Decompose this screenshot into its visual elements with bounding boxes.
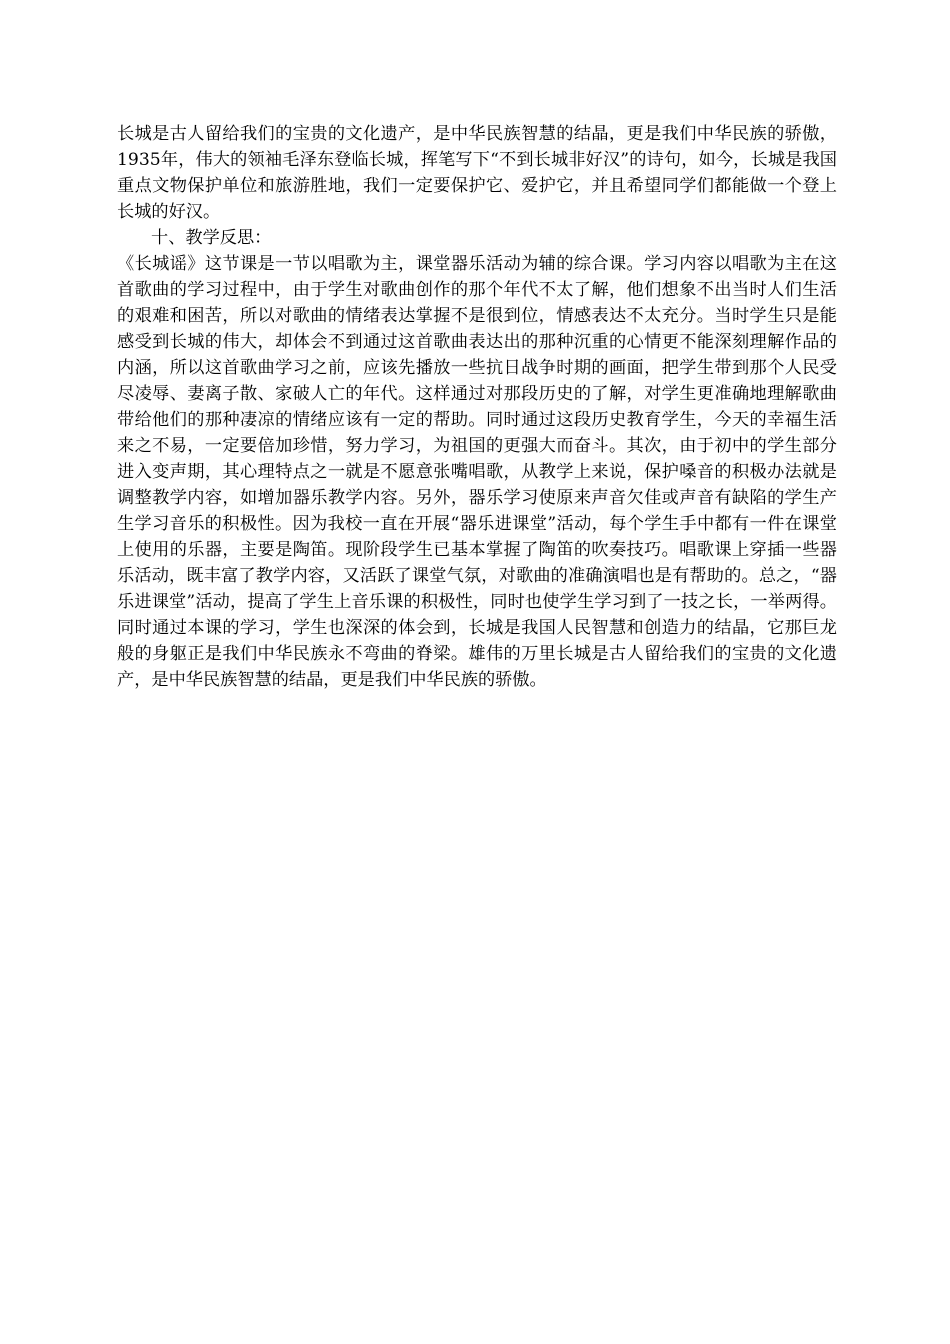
paragraph-great-wall-intro: 长城是古人留给我们的宝贵的文化遗产，是中华民族智慧的结晶，更是我们中华民族的骄傲，1935年，伟大的领袖毛泽东登临长城，挥笔写下“不到长城非好汉”的诗句，如今，长城是我国重点文物保护单位和旅游胜地，我们一定要保护它、爱护它，并且希望同学们都能做一个登上长城的好汉。 xyxy=(117,124,837,222)
section-heading-teaching-reflection: 十、教学反思： xyxy=(151,228,272,248)
document-body xyxy=(117,121,837,693)
paragraph-teaching-reflection: 《长城谣》这节课是一节以唱歌为主，课堂器乐活动为辅的综合课。学习内容以唱歌为主在这首歌曲的学习过程中，由于学生对歌曲创作的那个年代不太了解，他们想象不出当时人们生活的艰难和困苦，所以对歌曲的情绪表达掌握不是很到位，情感表达不太充分。当时学生只是能感受到长城的伟大，却体会不到通过这首歌曲表达出的那种沉重的心情更不能深刻理解作品的内涵，所以这首歌曲学习之前，应该先播放一些抗日战争时期的画面，把学生带到那个人民受尽凌辱、妻离子散、家破人亡的年代。这样通过对那段历史的了解，对学生更准确地理解歌曲带给他们的那种凄凉的情绪应该有一定的帮助。同时通过这段历史教育学生，今天的幸福生活来之不易，一定要倍加珍惜，努力学习，为祖国的更强大而奋斗。其次，由于初中的学生部分进入变声期，其心理特点之一就是不愿意张嘴唱歌，从教学上来说，保护嗓音的积极办法就是调整教学内容，如增加器乐教学内容。另外，器乐学习使原来声音欠佳或声音有缺陷的学生产生学习音乐的积极性。因为我校一直在开展“器乐进课堂”活动，每个学生手中都有一件在课堂上使用的乐器，主要是陶笛。现阶段学生已基本掌握了陶笛的吹奏技巧。唱歌课上穿插一些器乐活动，既丰富了教学内容，又活跃了课堂气氛，对歌曲的准确演唱也是有帮助的。总之，“器乐进课堂”活动，提高了学生上音乐课的积极性，同时也使学生学习到了一技之长，一举两得。同时通过本课的学习，学生也深深的体会到，长城是我国人民智慧和创造力的结晶，它那巨龙般的身躯正是我们中华民族永不弯曲的脊梁。雄伟的万里长城是古人留给我们的宝贵的文化遗产，是中华民族智慧的结晶，更是我们中华民族的骄傲。 xyxy=(117,254,837,690)
